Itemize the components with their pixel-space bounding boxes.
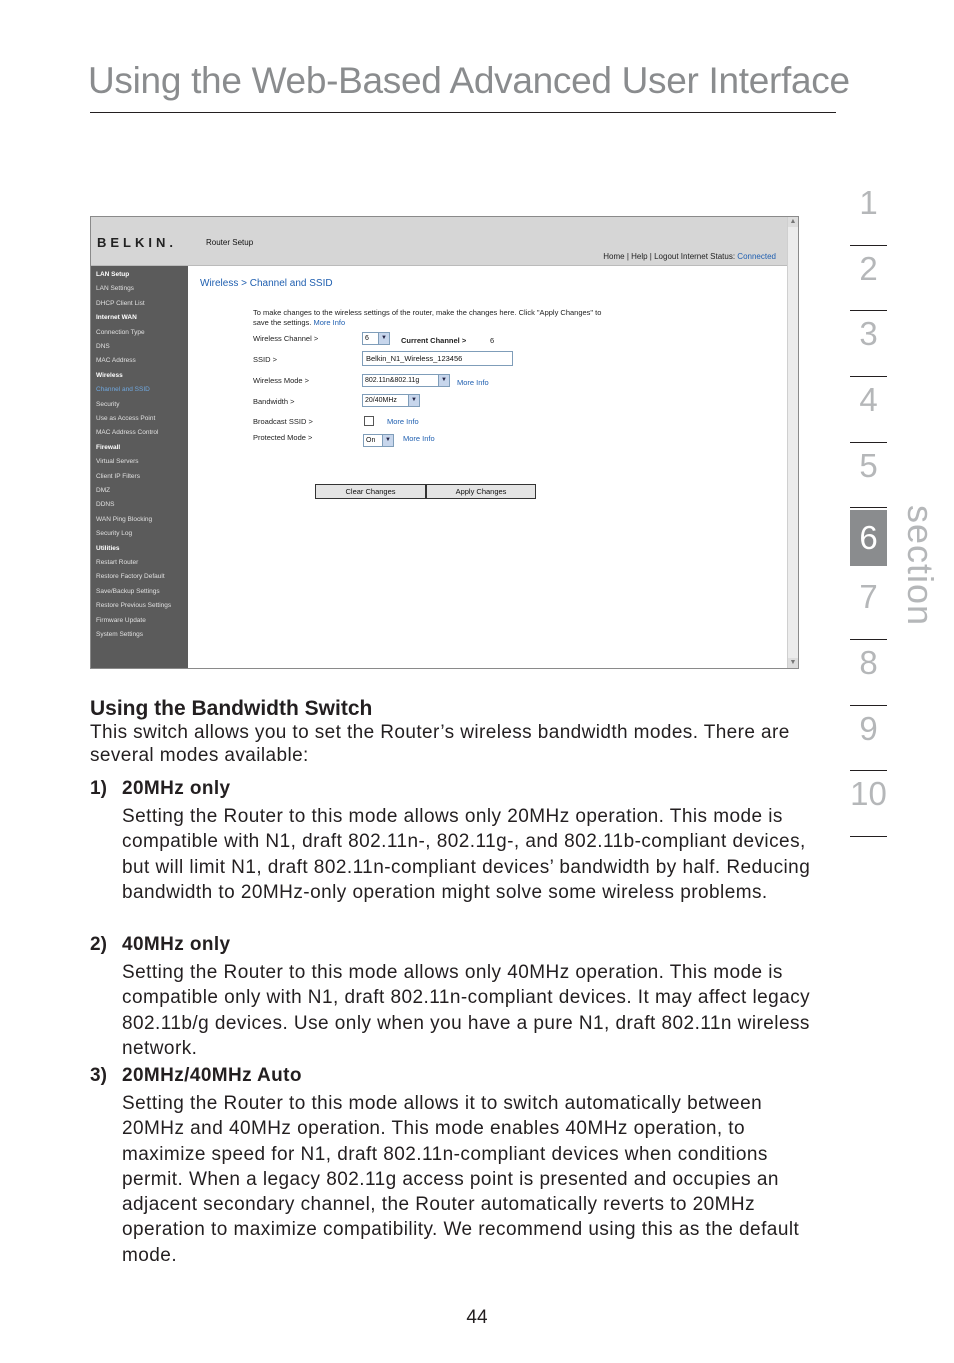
- page-number: 44: [466, 1307, 488, 1328]
- scroll-down-icon[interactable]: ▼: [789, 659, 797, 666]
- section-number: 1: [859, 184, 878, 221]
- section-number: 7: [859, 578, 878, 616]
- router-header: [91, 217, 788, 266]
- sidebar-item[interactable]: DDNS: [96, 501, 115, 509]
- sidebar-heading: Internet WAN: [96, 314, 137, 322]
- sidebar-item[interactable]: MAC Address: [96, 357, 136, 365]
- sidebar-heading: Firewall: [96, 443, 121, 451]
- apply-changes-button[interactable]: Apply Changes: [426, 484, 536, 499]
- section-nav-item-7: [850, 574, 887, 640]
- intro-more-info-link[interactable]: More Info: [313, 318, 346, 327]
- section-number: 4: [859, 381, 878, 419]
- sidebar-item[interactable]: DMZ: [96, 487, 111, 494]
- router-screenshot: [90, 216, 799, 669]
- intro-paragraph: This switch allows you to set the Router’s wireless bandwidth modes. There are several modes available:: [90, 722, 790, 766]
- sidebar-item[interactable]: WAN Ping Blocking: [96, 515, 153, 523]
- wireless-mode-more-info[interactable]: More Info: [457, 378, 489, 387]
- wireless-mode-label: Wireless Mode >: [253, 376, 310, 385]
- ssid-label: SSID >: [253, 355, 277, 364]
- sidebar-item[interactable]: Firmware Update: [96, 616, 146, 624]
- list-item-text: Setting the Router to this mode allows it to switch automatically between 20MHz and 40MHz operation. This mode enables 40MHz operation, to maximize speed for N1, draft 802.11n-compliant devices when conditions permit. When a legacy 802.11g access point is presented and occupies an adjacent secondary channel, the Router automatically reverts to 20MHz operation to maximize compatibility. We recommend using this as the default mode.: [122, 1093, 800, 1266]
- chevron-down-icon[interactable]: ▼: [382, 435, 393, 446]
- wireless-channel-select[interactable]: [362, 332, 390, 345]
- section-nav-item-5: [850, 443, 887, 509]
- sidebar-heading: Utilities: [96, 544, 120, 552]
- intro-text: [253, 308, 613, 328]
- protected-mode-more-info[interactable]: More Info: [403, 434, 435, 443]
- current-channel-value: 6: [490, 336, 495, 345]
- bandwidth-label: Bandwidth >: [253, 397, 295, 406]
- wireless-channel-value: 6: [365, 335, 369, 342]
- broadcast-ssid-label: Broadcast SSID >: [253, 417, 313, 426]
- sidebar-item[interactable]: Restore Factory Default: [96, 573, 165, 581]
- protected-mode-value: On: [366, 437, 376, 444]
- sidebar-item[interactable]: Connection Type: [96, 328, 145, 336]
- ssid-input[interactable]: Belkin_N1_Wireless_123456: [362, 351, 513, 366]
- chevron-down-icon[interactable]: ▼: [438, 375, 449, 386]
- sidebar-item[interactable]: Channel and SSID: [96, 386, 150, 394]
- router-sidebar: [91, 266, 188, 668]
- scrollbar[interactable]: [787, 217, 798, 668]
- section-nav-item-3: [850, 311, 887, 377]
- section-number: 10: [850, 775, 887, 813]
- wireless-channel-label: Wireless Channel >: [253, 334, 319, 343]
- section-nav-item-6: [850, 508, 887, 574]
- section-heading: Using the Bandwidth Switch: [90, 697, 373, 720]
- sidebar-item[interactable]: Security Log: [96, 530, 133, 538]
- section-nav-item-8: [850, 640, 887, 706]
- scroll-up-icon[interactable]: ▲: [789, 218, 797, 225]
- list-item-title: 20MHz only: [122, 778, 231, 799]
- section-divider: [850, 836, 887, 837]
- section-number: 9: [859, 709, 878, 747]
- section-nav-item-9: [850, 706, 887, 772]
- section-nav-item-10: [850, 771, 887, 837]
- section-number: 2: [859, 249, 878, 287]
- sidebar-item[interactable]: Use as Access Point: [96, 415, 156, 422]
- section-number: 8: [859, 643, 878, 681]
- router-setup-title: Router Setup: [206, 238, 254, 247]
- chevron-down-icon[interactable]: ▼: [408, 395, 419, 406]
- protected-mode-label: Protected Mode >: [253, 433, 313, 442]
- top-links[interactable]: [603, 252, 776, 261]
- list-item-title: 20MHz/40MHz Auto: [122, 1065, 302, 1086]
- sidebar-item[interactable]: MAC Address Control: [96, 429, 159, 437]
- list-item-number: 2): [90, 934, 107, 955]
- sidebar-heading: Wireless: [96, 371, 123, 379]
- section-nav-item-4: [850, 377, 887, 443]
- list-item-text: Setting the Router to this mode allows only 20MHz operation. This mode is compatible with N1, draft 802.11n-, 802.11g-, and 802.11b-compliant devices, but will limit N1, draft 802.11n-compliant devices’ bandwidth by half. Reducing bandwidth to 20MHz-only operation might solve some wireless problems.: [122, 806, 811, 903]
- bandwidth-value: 20/40MHz: [365, 397, 397, 404]
- sidebar-item[interactable]: DHCP Client List: [96, 299, 145, 307]
- sidebar-item[interactable]: Client IP Filters: [96, 472, 140, 480]
- sidebar-item[interactable]: Virtual Servers: [96, 458, 139, 466]
- chevron-down-icon[interactable]: ▼: [378, 333, 389, 344]
- page-title: Using the Web-Based Advanced User Interface: [88, 60, 850, 101]
- breadcrumb: Wireless > Channel and SSID: [200, 278, 333, 289]
- sidebar-item[interactable]: Restart Router: [96, 559, 139, 566]
- wireless-mode-select[interactable]: [362, 374, 450, 387]
- section-nav-item-1: [850, 180, 887, 246]
- wireless-mode-value: 802.11n&802.11g: [365, 377, 420, 384]
- sidebar-item[interactable]: System Settings: [96, 631, 143, 638]
- broadcast-ssid-checkbox[interactable]: [364, 416, 374, 426]
- sidebar-heading: LAN Setup: [96, 271, 130, 278]
- section-label: section: [900, 505, 941, 627]
- list-item-number: 3): [90, 1065, 107, 1086]
- current-channel-label: Current Channel >: [401, 336, 467, 345]
- sidebar-item[interactable]: Save/Backup Settings: [96, 587, 160, 595]
- section-nav-item-2: [850, 246, 887, 312]
- belkin-logo: BELKIN.: [97, 235, 177, 250]
- section-number: 3: [859, 315, 878, 353]
- clear-changes-button[interactable]: Clear Changes: [315, 484, 426, 499]
- broadcast-ssid-more-info[interactable]: More Info: [387, 417, 419, 426]
- sidebar-item[interactable]: LAN Settings: [96, 285, 134, 293]
- list-item-title: 40MHz only: [122, 934, 231, 955]
- top-links-text[interactable]: Home | Help | Logout Internet Status:: [603, 252, 736, 261]
- bandwidth-select[interactable]: [362, 394, 420, 407]
- list-item-text: Setting the Router to this mode allows only 40MHz operation. This mode is compatible only with N1, draft 802.11n-compliant devices. It may affect legacy 802.11b/g devices. Use only when you have a pure N1, draft 802.11n wireless network.: [122, 962, 811, 1059]
- list-item-number: 1): [90, 778, 107, 799]
- sidebar-item[interactable]: Restore Previous Settings: [96, 602, 172, 610]
- internet-status: Connected: [737, 252, 776, 261]
- sidebar-item[interactable]: Security: [96, 400, 120, 408]
- protected-mode-select[interactable]: [363, 434, 394, 447]
- section-nav: [850, 180, 887, 837]
- intro-body: To make changes to the wireless settings of the router, make the changes here. Click "Apply Changes" to save the settings.: [253, 308, 602, 327]
- title-divider: [90, 112, 836, 113]
- section-number: 5: [859, 446, 878, 484]
- section-number: 6: [850, 510, 887, 566]
- sidebar-item[interactable]: DNS: [96, 343, 110, 350]
